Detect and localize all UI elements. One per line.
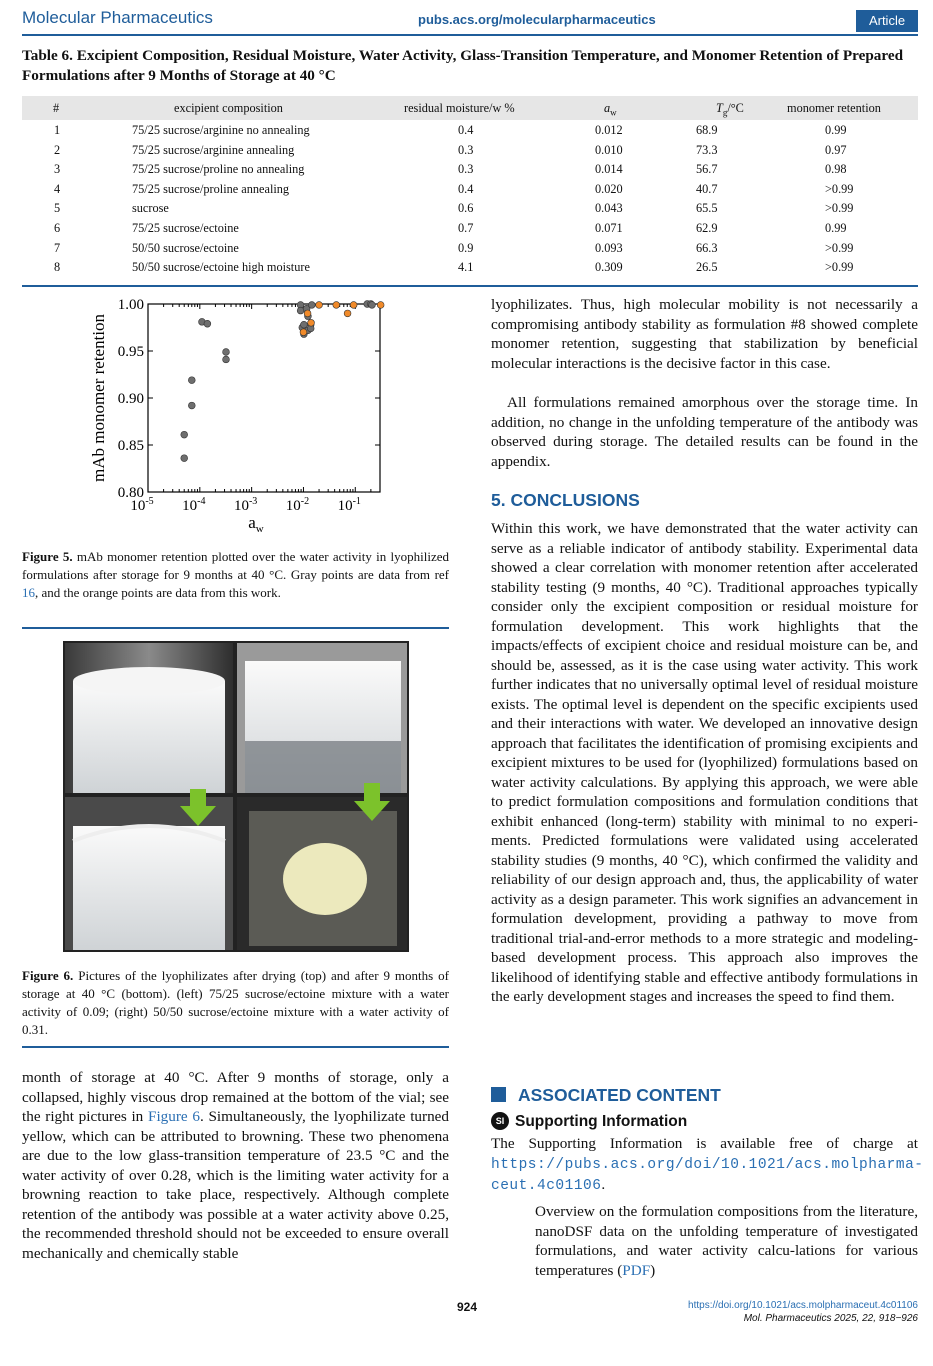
row-aw: 0.010	[595, 142, 623, 157]
row-aw: 0.014	[595, 162, 623, 177]
row-composition: 75/25 sucrose/arginine no annealing	[132, 123, 310, 137]
supporting-info-link[interactable]: https://pubs.acs.org/doi/10.1021/acs.molpharma-ceut.4c01106	[491, 1156, 924, 1194]
data-point	[308, 302, 315, 309]
x-axis-label: $a_w$	[248, 513, 264, 535]
figure-6-rule	[22, 1046, 449, 1048]
row-number: 7	[54, 240, 61, 255]
row-moisture: 0.4	[458, 181, 474, 196]
figure-5-caption: Figure 5. mAb monomer retention plotted over the water activity in lyophilized formulations after storage for 9 months at 40 °C. Gray points are data from ref 16, and the orange points are data from this work.	[22, 549, 449, 600]
supporting-info-text: The Supporting Information is available free of charge at https://pubs.acs.org/doi/10.1021/acs.molpharma-ceut.4c01106.	[491, 1135, 924, 1194]
pdf-link[interactable]: PDF	[622, 1261, 651, 1279]
data-point	[377, 302, 384, 309]
conclusions-paragraph: Within this work, we have demonstrated that the water activity can serve as a reliable indicator of antibody stability. Experimental data showed a clear correlation with monomer retention after accelerated stability testing (9 months, 40 °C). Traditional approaches typically consider only the excipient composition or residual moisture for formulation development. This work highlights that the impacts/effects of excipient choice and residual moisture can be, and should be, assessed, as it is the case using water activity. This work further indicates that no universally optimal level of residual moisture exists. The optimal level is dependent on the specific excipients used and their interactions with water. We developed an innovative design approach that facilitates the identification of promising excipients and excipient mixtures to be used for (lyophilized) formulations based on water activity calculations. By applying this approach, we were able to predict formulation compositions and formulation conditions that exhibit enhanced (long-term) stability with minimal to no experi-ments. Predicted formulations were validated using accelerated stability studies (9 months, 40 °C), which confirmed the validity and reliability of our design approach and, thus, the applicability of water activity as a design parameter. This work signifies an advancement in formulation development, providing a pathway to move from traditional trial-and-error methods to a more strategic and modeling-based development process. This approach also improves the likelihood of identifying stable and effective antibody formulations in the early development stages and increases the speed to find them.	[491, 520, 918, 1005]
figure-5-rule	[22, 627, 449, 629]
square-bullet-icon	[491, 1087, 506, 1102]
row-retention: >0.99	[825, 201, 854, 216]
article-type-badge: Article	[856, 10, 918, 32]
row-composition: 75/25 sucrose/arginine annealing	[132, 142, 295, 157]
row-retention: 0.98	[825, 162, 847, 177]
header-divider	[22, 34, 918, 36]
row-retention: 0.99	[825, 123, 847, 137]
data-point	[188, 402, 195, 409]
row-aw: 0.309	[595, 260, 623, 275]
row-aw: 0.020	[595, 181, 623, 196]
row-aw: 0.012	[595, 123, 623, 137]
row-moisture: 0.9	[458, 240, 474, 255]
row-composition: 75/25 sucrose/proline no annealing	[132, 162, 305, 177]
row-tg: 66.3	[696, 240, 718, 255]
y-tick-label: 1.00	[117, 297, 144, 313]
conclusions-heading: 5. CONCLUSIONS	[491, 490, 640, 510]
table-caption: Table 6. Excipient Composition, Residual Moisture, Water Activity, Glass-Transition Temperature, and Monomer Retention of Prepared Formulations after 9 Months of Storage at 40 °C	[22, 47, 904, 84]
right-body-paragraph-1: lyophilizates. Thus, high molecular mobility is not necessarily a compromising antibody stability as formulation #8 showed complete monomer retention, suggesting that stabilization by beneficial molecular interactions is the decisive factor in this case.	[491, 296, 918, 372]
row-number: 5	[54, 201, 61, 216]
table-row	[22, 258, 918, 278]
row-aw: 0.071	[595, 221, 623, 235]
col-header-tg: $T_g/^\circ C$	[716, 101, 744, 118]
row-moisture: 0.3	[458, 162, 474, 177]
col-header-moisture: residual moisture/w %	[404, 101, 515, 115]
data-point	[181, 431, 188, 438]
table-row	[22, 180, 918, 200]
row-tg: 40.7	[696, 181, 718, 196]
data-point	[344, 310, 351, 317]
row-retention: >0.99	[825, 181, 854, 196]
table-row	[22, 121, 918, 141]
col-header-aw: $a_w$	[604, 101, 617, 118]
row-retention: 0.97	[825, 142, 847, 157]
associated-content-heading: ASSOCIATED CONTENT	[491, 1085, 721, 1106]
row-aw: 0.093	[595, 240, 623, 255]
data-point	[300, 329, 307, 336]
row-number: 3	[54, 162, 61, 177]
left-body-paragraph: month of storage at 40 °C. After 9 months of storage, only a collapsed, highly viscous drop remained at the bottom of the vial; see the right pictures in Figure 6. Simultaneously, the lyophilizate turned yellow, which can be attributed to browning. These two phenomena are due to the low glass-transition temperature of 23.5 °C and the water activity of over 0.28, which is the limiting water activity for a browning reaction to take place, respectively. Although complete retention of the antibody was possible at a water activity above 0.25, the recommended threshold should not be exceeded to ensure overall mechanically and chemically stable	[22, 1069, 449, 1262]
row-moisture: 0.7	[458, 221, 474, 235]
y-axis-label: mAb monomer retention	[89, 313, 108, 483]
row-retention: 0.99	[825, 221, 847, 235]
row-moisture: 0.6	[458, 201, 474, 216]
data-point	[304, 310, 311, 317]
row-aw: 0.043	[595, 201, 623, 216]
table-row	[22, 219, 918, 239]
x-tick-label: $10^{-5}$	[130, 496, 154, 514]
data-point	[316, 302, 323, 309]
row-moisture: 4.1	[458, 260, 474, 275]
row-composition: 75/25 sucrose/ectoine	[132, 221, 239, 235]
row-moisture: 0.3	[458, 142, 474, 157]
row-number: 2	[54, 142, 61, 157]
x-tick-label: $10^{-3}$	[233, 496, 258, 514]
row-retention: >0.99	[825, 240, 854, 255]
table-row	[22, 199, 918, 219]
data-point	[369, 302, 376, 309]
journal-url-link[interactable]: pubs.acs.org/molecularpharmaceutics	[418, 12, 656, 27]
y-tick-label: 0.95	[117, 344, 144, 360]
table-row	[22, 160, 918, 180]
row-tg: 68.9	[696, 123, 718, 137]
journal-name: Molecular Pharmaceutics	[22, 8, 213, 27]
data-point	[188, 377, 195, 384]
x-tick-label: $10^{-1}$	[337, 496, 361, 514]
row-number: 1	[54, 123, 61, 137]
row-tg: 73.3	[696, 142, 718, 157]
row-tg: 26.5	[696, 260, 718, 275]
footer-doi-link[interactable]: https://doi.org/10.1021/acs.molpharmaceut.4c01106	[688, 1300, 918, 1311]
col-header-composition: excipient composition	[174, 101, 283, 115]
row-composition: 50/50 sucrose/ectoine high moisture	[132, 260, 310, 275]
ref-16-link[interactable]: 16	[22, 585, 35, 600]
data-point	[308, 319, 315, 326]
footer-citation: Mol. Pharmaceutics 2025, 22, 918−926	[743, 1313, 918, 1324]
supporting-info-heading: SI Supporting Information	[491, 1112, 687, 1131]
row-tg: 56.7	[696, 162, 718, 177]
data-point	[223, 356, 230, 363]
si-icon: SI	[491, 1112, 509, 1130]
x-tick-label: $10^{-2}$	[285, 496, 310, 514]
data-point	[350, 302, 357, 309]
row-moisture: 0.4	[458, 123, 474, 137]
figure-6-caption: Figure 6. Pictures of the lyophilizates after drying (top) and after 9 months of storage at 40 °C (bottom). (left) 75/25 sucrose/ectoine mixture with a water activity of 0.09; (right) 50/50 sucrose/ectoine mixture with a water activity of 0.31.	[22, 968, 449, 1037]
page-number: 924	[457, 1300, 478, 1314]
supporting-info-description: Overview on the formulation compositions from the literature, nanoDSF data on the unfolding temperature of investigated formulations, and water activity calcu-lations for various temperatures (PDF)	[535, 1203, 918, 1279]
y-tick-label: 0.90	[117, 391, 144, 407]
y-tick-label: 0.80	[117, 485, 144, 501]
row-composition: 50/50 sucrose/ectoine	[132, 240, 239, 255]
y-tick-label: 0.85	[117, 438, 144, 454]
data-point	[204, 320, 211, 327]
x-tick-label: $10^{-4}$	[182, 496, 206, 514]
figure-6-vial-photos	[63, 641, 409, 952]
data-point	[181, 455, 188, 462]
data-point	[223, 349, 230, 356]
plot-frame	[148, 304, 380, 492]
row-composition: sucrose	[132, 201, 169, 216]
table-row	[22, 239, 918, 259]
col-header-number: #	[53, 101, 60, 115]
table-bottom-rule	[22, 285, 918, 287]
row-composition: 75/25 sucrose/proline annealing	[132, 181, 290, 196]
col-header-retention: monomer retention	[787, 101, 881, 115]
row-number: 4	[54, 181, 61, 196]
row-tg: 65.5	[696, 201, 718, 216]
row-retention: >0.99	[825, 260, 854, 275]
row-number: 6	[54, 221, 61, 235]
table-header-row	[22, 96, 918, 120]
figure-6-link[interactable]: Figure 6	[148, 1108, 200, 1125]
figure-5-chart	[88, 290, 388, 538]
row-tg: 62.9	[696, 221, 718, 235]
data-point	[333, 302, 340, 309]
right-body-paragraph-2: All formulations remained amorphous over the storage time. In addition, no change in the unfolding temperature of the antibody was observed during storage. The detailed results can be found in the appendix.	[491, 394, 918, 470]
table-row	[22, 141, 918, 161]
scatter-plot-svg	[88, 290, 388, 538]
row-number: 8	[54, 260, 61, 275]
